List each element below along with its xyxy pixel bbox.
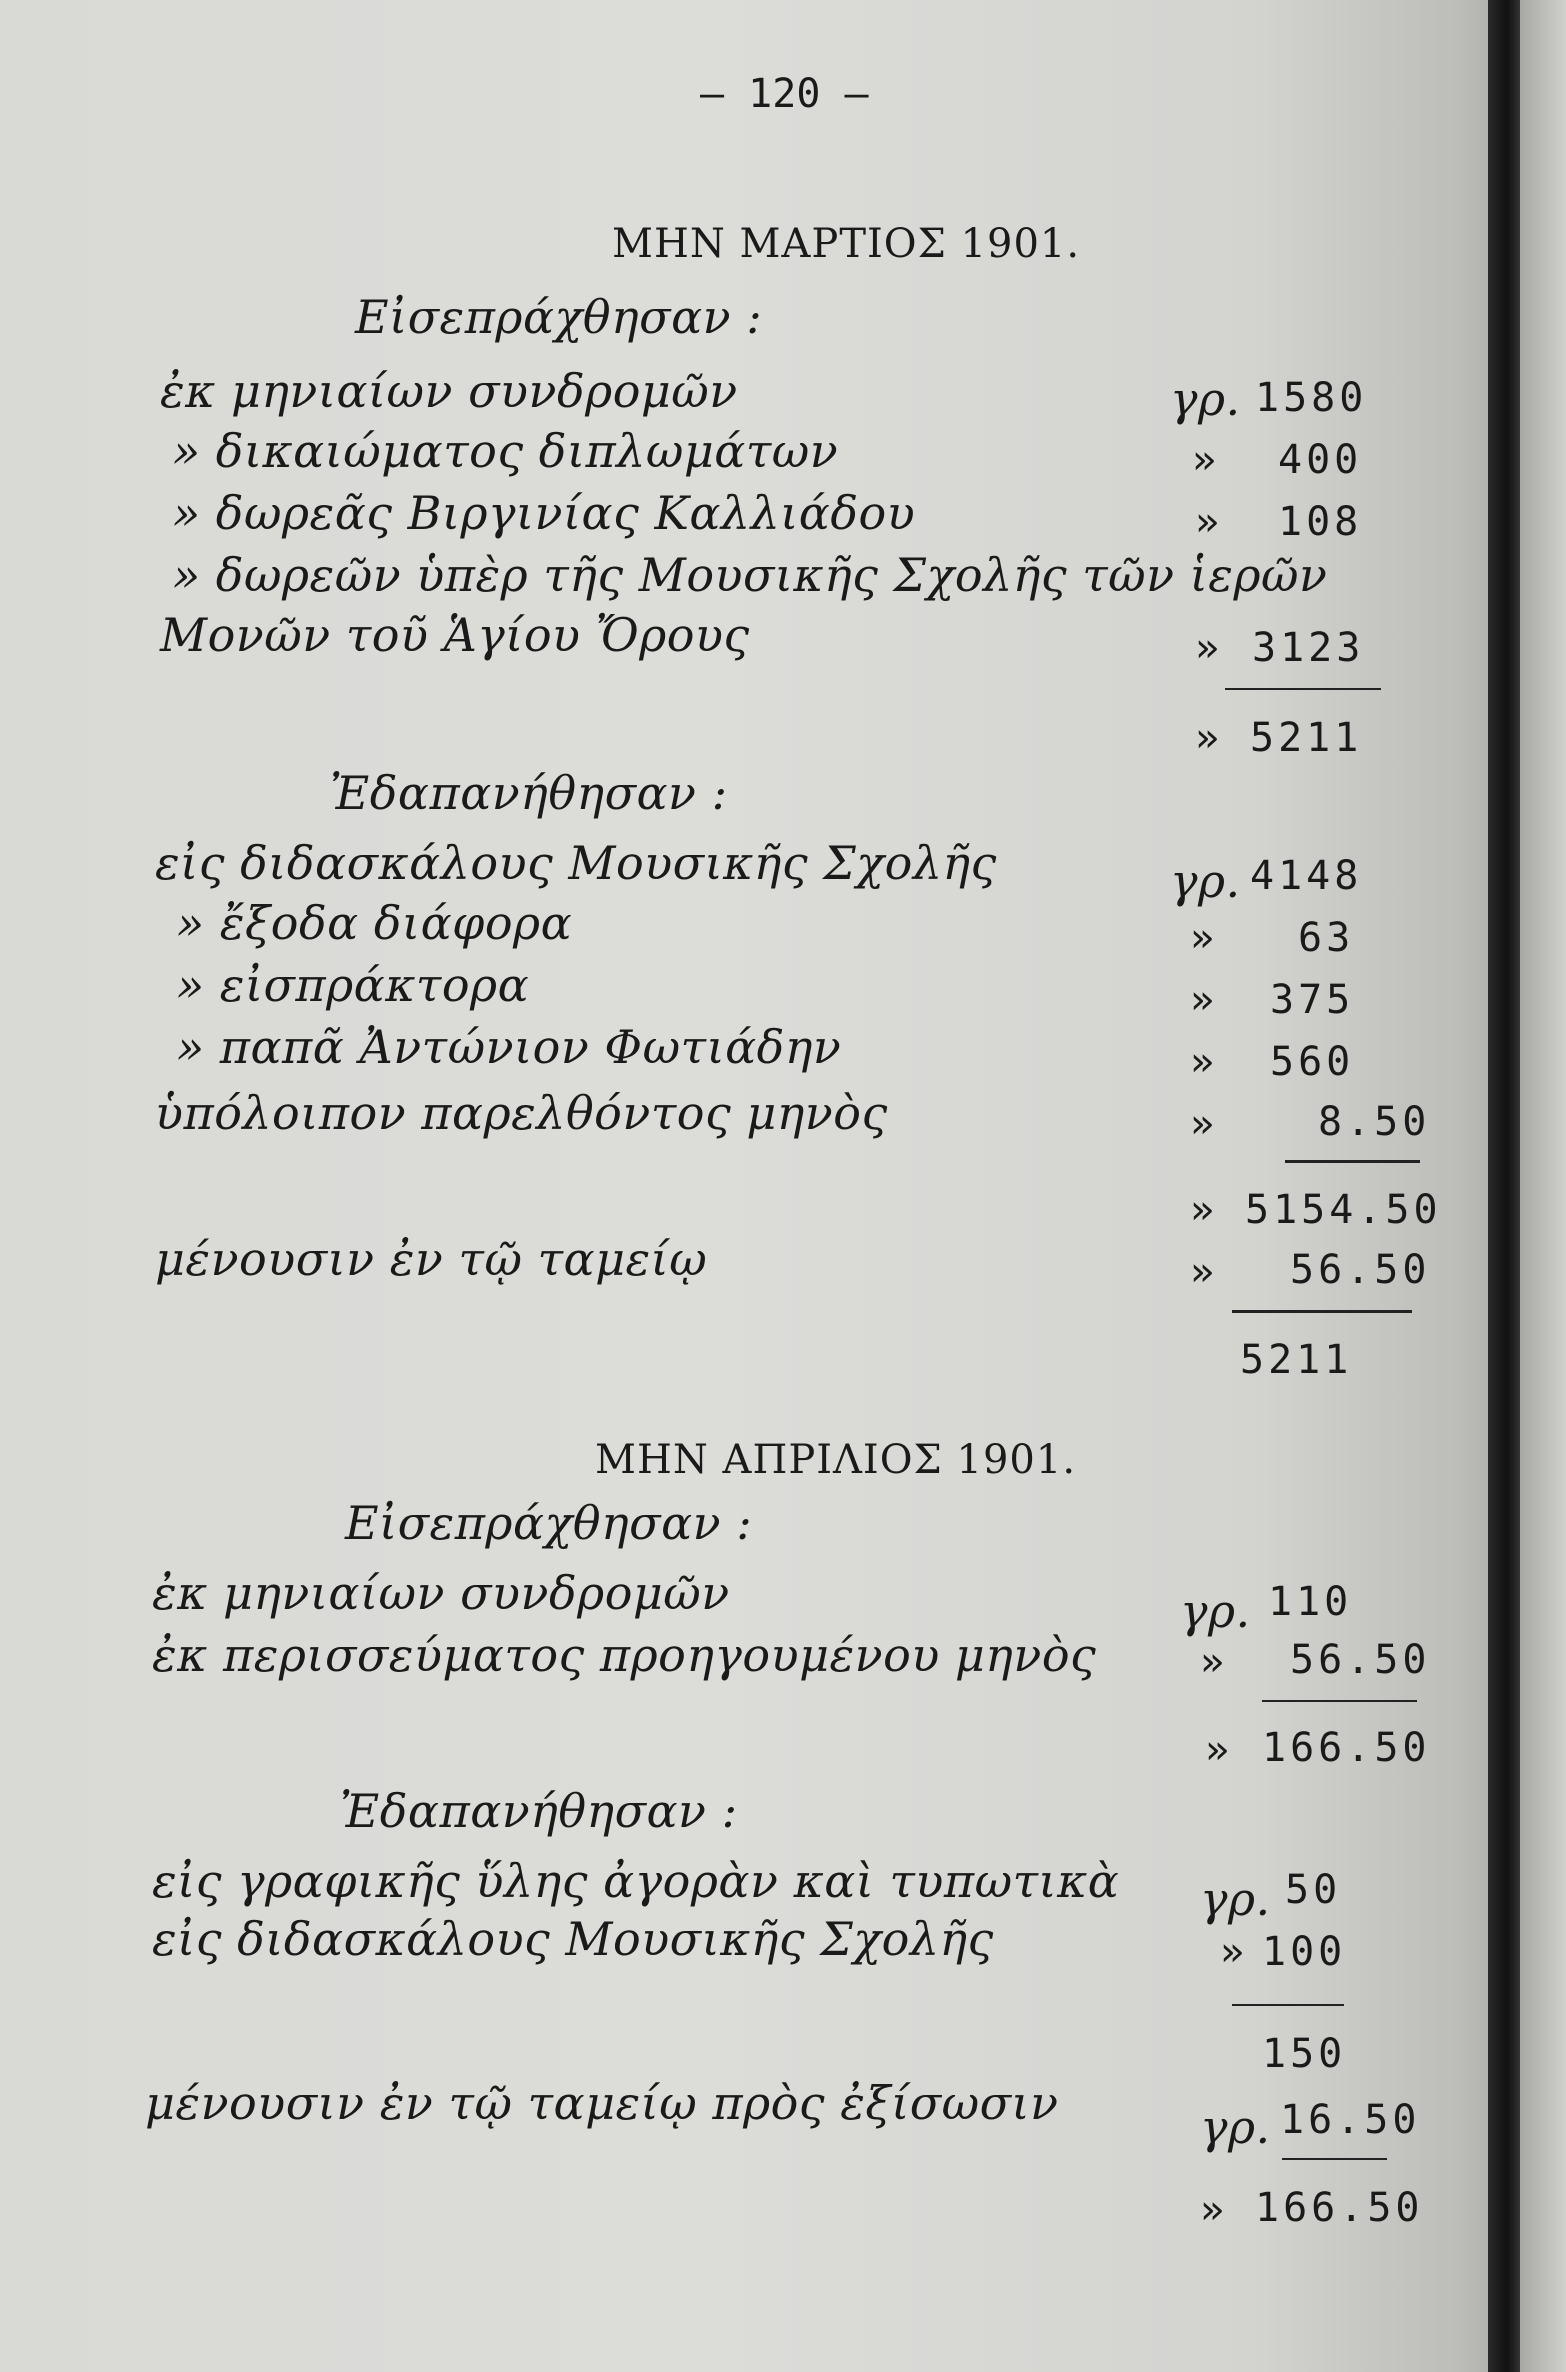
april-income-total-amount: 166.50	[1262, 1725, 1431, 1771]
march-income-row-2-amount: 400	[1278, 437, 1363, 483]
march-expense-row-2-currency: »	[1190, 915, 1219, 961]
march-income-row-5-text: Μονῶν τοῦ Ἁγίου Ὄρους	[160, 608, 750, 662]
april-income-row-1-amount: 110	[1268, 1579, 1353, 1625]
march-remaining-text: μένουσιν ἐν τῷ ταμείῳ	[155, 1232, 708, 1286]
april-remaining-currency: γρ.	[1200, 2100, 1271, 2154]
april-income-rule	[1262, 1700, 1417, 1702]
march-expense-row-4-text: » παπᾶ Ἀντώνιον Φωτιάδην	[176, 1020, 842, 1074]
april-remaining-text: μένουσιν ἐν τῷ ταμείῳ πρὸς ἐξίσωσιν	[145, 2076, 1059, 2130]
april-income-row-2-currency: »	[1200, 1639, 1229, 1685]
march-expense-row-5-text: ὑπόλοιπον παρελθόντος μηνὸς	[155, 1086, 888, 1140]
april-income-row-1-currency: γρ.	[1180, 1584, 1251, 1638]
march-expense-rule	[1285, 1160, 1420, 1163]
march-income-row-3-amount: 108	[1278, 499, 1363, 545]
march-income-total-amount: 5211	[1250, 715, 1363, 761]
april-expense-row-1-text: εἰς γραφικῆς ὕλης ἀγορὰν καὶ τυπωτικὰ	[152, 1854, 1120, 1908]
april-expense-row-2-amount: 100	[1262, 1929, 1347, 1975]
march-income-row-1-amount: 1580	[1255, 375, 1368, 421]
march-income-rule	[1225, 688, 1381, 690]
march-income-row-4-text: » δωρεῶν ὑπὲρ τῆς Μουσικῆς Σχολῆς τῶν ἱερῶν	[172, 548, 1328, 602]
march-income-row-1-currency: γρ.	[1170, 372, 1241, 426]
march-income-row-5-amount: 3123	[1252, 625, 1365, 671]
march-expense-row-1-currency: γρ.	[1170, 854, 1241, 908]
march-expense-row-2-text: » ἔξοδα διάφορα	[176, 896, 573, 950]
april-expense-rule	[1232, 2004, 1344, 2006]
march-remaining-rule	[1232, 1310, 1412, 1313]
march-expense-total-currency: »	[1190, 1187, 1219, 1233]
april-expense-row-1-amount: 50	[1285, 1867, 1342, 1913]
april-remaining-amount: 16.50	[1280, 2097, 1421, 2143]
march-expense-row-4-amount: 560	[1270, 1039, 1355, 1085]
april-expense-row-2-currency: »	[1220, 1929, 1249, 1975]
april-income-total-currency: »	[1205, 1727, 1234, 1773]
march-expense-row-3-currency: »	[1190, 977, 1219, 1023]
march-expense-row-3-text: » εἰσπράκτορα	[176, 958, 530, 1012]
april-grand-total-currency: »	[1200, 2187, 1229, 2233]
march-grand-total: 5211	[1240, 1337, 1353, 1383]
march-income-row-5-currency: »	[1195, 625, 1224, 671]
april-expense-row-1-currency: γρ.	[1200, 1872, 1271, 1926]
april-income-heading: Εἰσεπράχθησαν :	[345, 1496, 753, 1550]
april-income-row-2-amount: 56.50	[1290, 1637, 1431, 1683]
march-expense-row-3-amount: 375	[1270, 977, 1355, 1023]
section-title-march: ΜΗΝ ΜΑΡΤΙΟΣ 1901.	[612, 221, 1081, 267]
march-expense-row-1-amount: 4148	[1250, 853, 1363, 899]
april-income-row-1-text: ἐκ μηνιαίων συνδρομῶν	[152, 1566, 730, 1620]
page-number: — 120 —	[700, 71, 869, 117]
march-income-heading: Εἰσεπράχθησαν :	[355, 290, 763, 344]
april-expense-row-2-text: εἰς διδασκάλους Μουσικῆς Σχολῆς	[152, 1912, 994, 1966]
march-income-row-1-text: ἐκ μηνιαίων συνδρομῶν	[160, 364, 738, 418]
march-expense-row-5-currency: »	[1190, 1101, 1219, 1147]
april-income-row-2-text: ἐκ περισσεύματος προηγουμένου μηνὸς	[152, 1628, 1097, 1682]
march-expense-row-1-text: εἰς διδασκάλους Μουσικῆς Σχολῆς	[155, 836, 997, 890]
march-expense-row-2-amount: 63	[1298, 915, 1355, 961]
section-title-april: ΜΗΝ ΑΠΡΙΛΙΟΣ 1901.	[595, 1437, 1077, 1483]
march-income-row-3-currency: »	[1195, 499, 1224, 545]
march-expense-row-5-amount: 8.50	[1318, 1099, 1431, 1145]
april-expense-heading: Ἐδαπανήθησαν :	[340, 1784, 738, 1838]
march-income-row-3-text: » δωρεᾶς Βιργινίας Καλλιάδου	[172, 486, 916, 540]
book-spine-shadow	[1488, 0, 1520, 2372]
page-edge	[1520, 0, 1566, 2372]
march-income-total-currency: »	[1195, 715, 1224, 761]
april-remaining-rule	[1282, 2158, 1387, 2160]
march-remaining-amount: 56.50	[1290, 1247, 1431, 1293]
march-expense-total-amount: 5154.50	[1245, 1187, 1442, 1233]
march-expense-heading: Ἐδαπανήθησαν :	[330, 766, 728, 820]
april-expense-total: 150	[1262, 2031, 1347, 2077]
march-income-row-2-currency: »	[1192, 437, 1221, 483]
march-remaining-currency: »	[1190, 1249, 1219, 1295]
march-income-row-2-text: » δικαιώματος διπλωμάτων	[172, 424, 839, 478]
april-grand-total-amount: 166.50	[1255, 2185, 1424, 2231]
march-expense-row-4-currency: »	[1190, 1039, 1219, 1085]
